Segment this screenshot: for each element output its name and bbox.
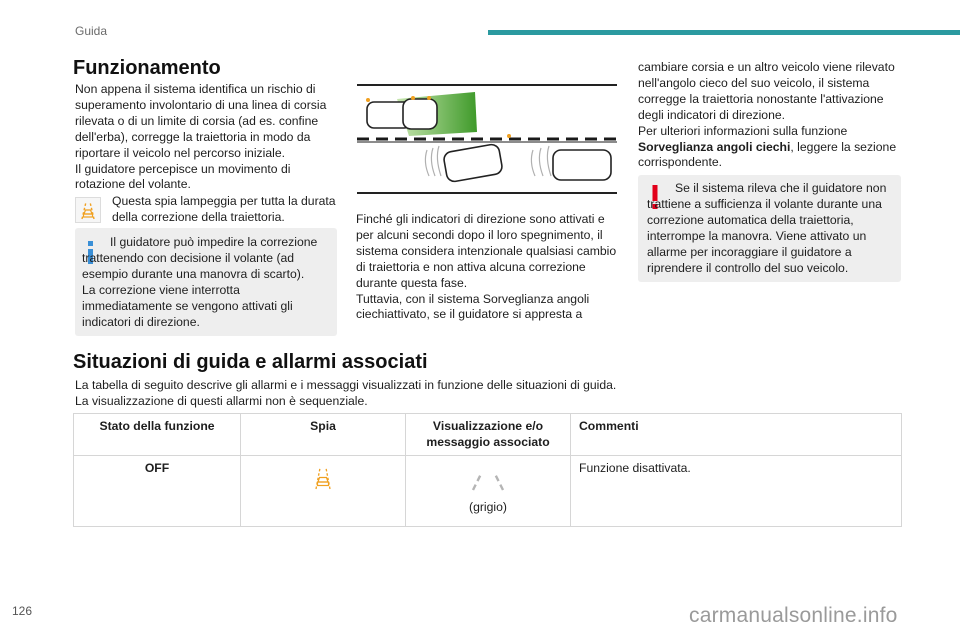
warning-box [638, 175, 901, 282]
column-3-text [638, 60, 903, 171]
page-number: 126 [12, 604, 33, 618]
table-row [74, 456, 902, 527]
info-box [75, 228, 337, 336]
paragraph [638, 124, 903, 172]
cell-lamp [241, 456, 406, 527]
warning-text: Se il sistema rileva che il guidatore non trattiene a sufficienza il volante durante una correzione automatica della traiettoria, interrompe la manovra. Viene attivato un allarme per incoraggiare il guidatore a riprendere il controllo del suo veicolo. [647, 181, 887, 275]
paragraph: La visualizzazione di questi allarmi non è sequenziale. [75, 393, 368, 408]
paragraph: Non appena il sistema identifica un rischio di superamento involontario di una linea di corsia rilevata o di un limite di corsia (ad es. confine dell'erba), corregge la traiettoria in modo da riportare il veicolo nel percorso iniziale. [75, 82, 327, 160]
table-intro [75, 378, 675, 410]
paragraph: Il guidatore percepisce un movimento di rotazione del volante. [75, 161, 291, 192]
info-text: La correzione viene interrotta immediatamente se vengono attivati gli indicatori di direzione. [82, 282, 293, 329]
section-header: Guida [75, 24, 108, 38]
column-header: Spia [241, 414, 406, 456]
column-2-text [356, 212, 619, 323]
paragraph-text: Per ulteriori informazioni sulla funzione [638, 123, 848, 138]
table-header-row [74, 414, 902, 456]
paragraph-text: , leggere la sezione corrispondente. [638, 139, 897, 170]
lane-keep-warning-lamp-icon [75, 197, 101, 223]
lamp-note-text: Questa spia lampeggia per tutta la durata della correzione della traiettoria. [112, 194, 336, 224]
column-header: Commenti [571, 414, 902, 456]
display-caption: (grigio) [469, 500, 507, 514]
cell-state: OFF [74, 456, 241, 527]
header-accent-bar [488, 30, 960, 35]
lamp-note [75, 194, 337, 226]
column-header: Stato della funzione [74, 414, 241, 456]
section-title-situazioni: Situazioni di guida e allarmi associati [73, 351, 428, 373]
paragraph: cambiare corsia e un altro veicolo viene rilevato nell'angolo cieco del suo veicolo, il sistema corregge la traiettoria nonostante l'attivazione degli indicatori di direzione. [638, 60, 895, 122]
paragraph: Finché gli indicatori di direzione sono attivati e per alcuni secondi dopo il loro spegnimento, il sistema considera intenzionale qualsiasi cambio di traiettoria e non attiva alcuna correzione durante questa fase. [356, 212, 617, 290]
alerts-table [73, 413, 902, 527]
grey-lane-lines-icon [453, 466, 523, 496]
lane-keep-lamp-icon [312, 465, 334, 491]
column-header: Visualizzazione e/o messaggio associato [406, 414, 571, 456]
paragraph: La tabella di seguito descrive gli allarmi e i messaggi visualizzati in funzione delle situazioni di guida. [75, 378, 617, 392]
section-title-funzionamento: Funzionamento [73, 57, 221, 79]
lane-correction-illustration [357, 84, 617, 194]
cell-comment: Funzione disattivata. [571, 456, 902, 527]
watermark: carmanualsonline.info [689, 604, 898, 627]
bold-term-blind-spot: Sorveglianza angoli ciechi [638, 139, 791, 154]
cell-display [406, 456, 571, 527]
paragraph: Tuttavia, con il sistema Sorveglianza angoli ciechiattivato, se il guidatore si appresta a [356, 291, 590, 322]
info-text: Il guidatore può impedire la correzione trattenendo con decisione il volante (ad esempio durante una manovra di scarto). [82, 235, 318, 281]
column-1-text [75, 82, 330, 193]
